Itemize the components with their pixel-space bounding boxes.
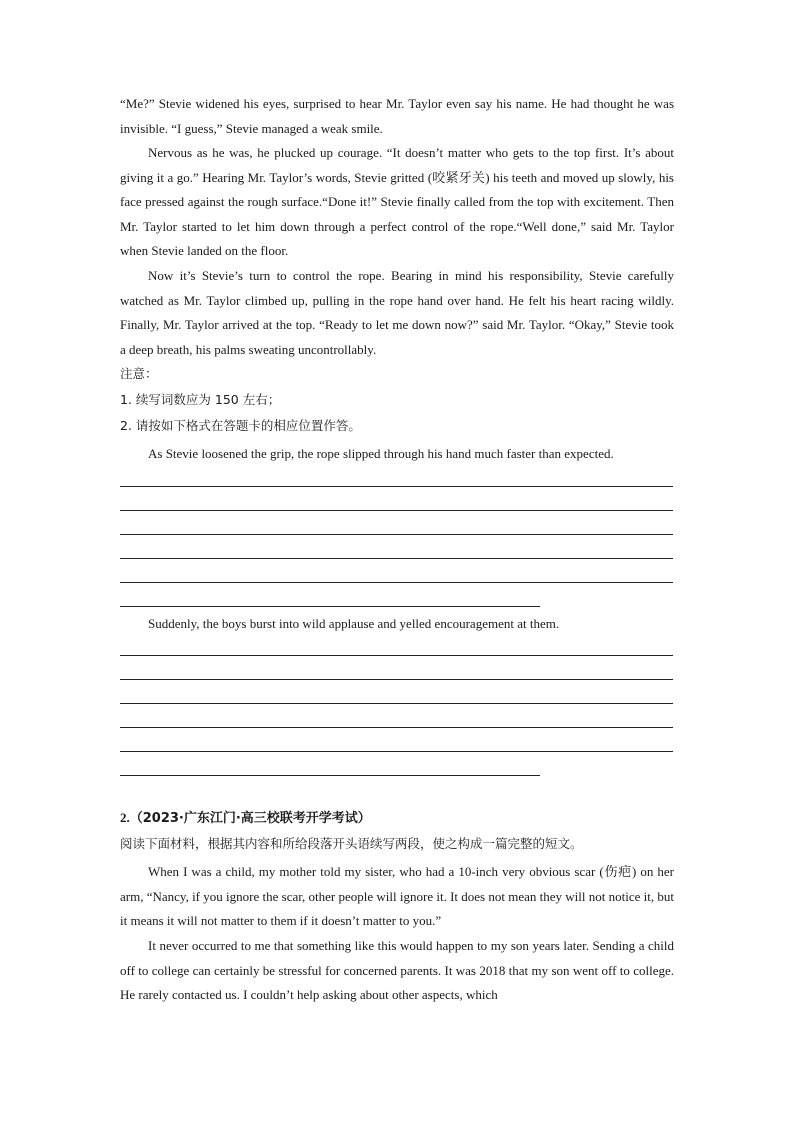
answer-line <box>120 606 540 607</box>
answer-line <box>120 751 673 752</box>
answer-line <box>120 510 673 511</box>
answer-line <box>120 582 673 583</box>
story-paragraph-1: “Me?” Stevie widened his eyes, surprised to hear Mr. Taylor even say his name. He had thought he was invisible. “I guess,” Stevie managed a weak smile. <box>120 96 674 136</box>
answer-line <box>120 534 673 535</box>
answer-line <box>120 703 673 704</box>
prompt-first-paragraph: As Stevie loosened the grip, the rope slipped through his hand much faster than expected. <box>148 446 614 461</box>
notes-heading: 注意： <box>120 366 158 381</box>
answer-line <box>120 775 540 776</box>
question-source: （2023·广东江门·高三校联考开学考试） <box>129 811 371 826</box>
answer-line <box>120 727 673 728</box>
question-2-instruction: 阅读下面材料，根据其内容和所给段落开头语续写两段，使之构成一篇完整的短文。 <box>120 836 583 851</box>
notes-item-1: 1. 续写词数应为 150 左右； <box>120 392 281 407</box>
story-paragraph-3: Now it’s Stevie’s turn to control the rope. Bearing in mind his responsibility, Stevie carefully watched as Mr. Taylor climbed up, pulling in the rope hand over hand. He felt his heart racing wildly. Finally, Mr. Taylor arrived at the top. “Ready to let me down now?” said Mr. Taylor. “Okay,” Stevie took a deep breath, his palms sweating uncontrollably. <box>120 268 674 357</box>
question-2-title <box>120 806 674 832</box>
story-paragraph-2: Nervous as he was, he plucked up courage. “It doesn’t matter who gets to the top first. It’s about giving it a go.” Hearing Mr. Taylor’s words, Stevie gritted (咬紧牙关) his teeth and moved up slowly, his face pressed against the rough surface.“Done it!” Stevie finally called from the top with excitement. Then Mr. Taylor started to let him down through a perfect control of the rope.“Well done,” said Mr. Taylor when Stevie landed on the floor. <box>120 145 674 259</box>
answer-line <box>120 486 673 487</box>
answer-line <box>120 679 673 680</box>
answer-line <box>120 655 673 656</box>
question-2-paragraph-2: It never occurred to me that something like this would happen to my son years later. Sending a child off to college can certainly be stressful for concerned parents. It was 2018 that my son went off to college. He rarely contacted us. I couldn’t help asking about other aspects, which <box>120 938 674 1003</box>
answer-line <box>120 558 673 559</box>
notes-item-2: 2. 请按如下格式在答题卡的相应位置作答。 <box>120 418 361 433</box>
question-number: 2. <box>120 810 130 825</box>
question-2-paragraph-1: When I was a child, my mother told my sister, who had a 10-inch very obvious scar (伤疤) on her arm, “Nancy, if you ignore the scar, other people will ignore it. It does not mean they will not notice it, but it means it will not matter to them if it doesn’t matter to you.” <box>120 864 674 929</box>
prompt-second-paragraph: Suddenly, the boys burst into wild applause and yelled encouragement at them. <box>148 616 560 631</box>
